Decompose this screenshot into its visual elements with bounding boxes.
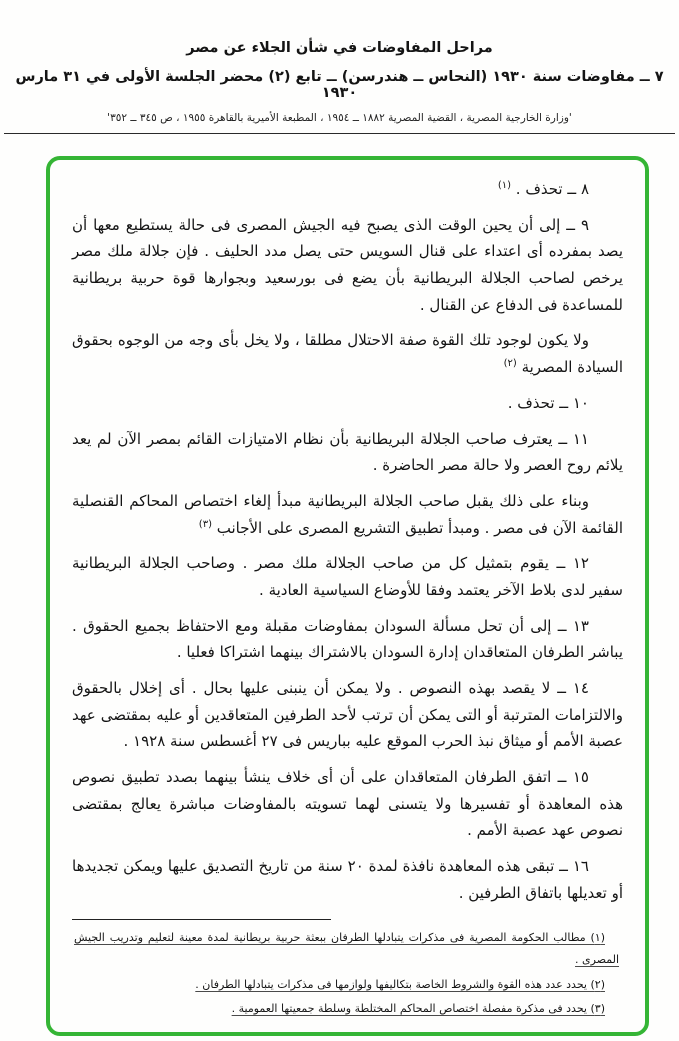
clause-text: ١٥ ــ اتفق الطرفان المتعاقدان على أن أى خلاف ينشأ بينهما بصدد تطبيق نصوص هذه المعاهدة أو تفسيرها ولا يتسنى لهما تسويته بالمفاوضات مباشرة يعالج بمقتضى نصوص عهد عصبة الأمم . — [72, 768, 623, 840]
clause-text: وبناء على ذلك يقبل صاحب الجلالة البريطانية مبدأ إلغاء اختصاص المحاكم القنصلية القائمة الآن فى مصر . ومبدأ تطبيق التشريع المصرى على الأجانب — [72, 491, 623, 537]
footnote-ref-1: (١) — [497, 180, 512, 191]
footnote-divider — [72, 919, 331, 920]
clause-16 — [72, 853, 623, 906]
footnote-1: (١) مطالب الحكومة المصرية فى مذكرات يتبادلها الطرفان ببعثة حربية بريطانية لمدة معينة لتعليم وتدريب الجيش المصرى . — [74, 930, 619, 967]
footnote-2: (٢) يحدد عدد هذه القوة والشروط الخاصة بتكاليفها ولوازمها فى مذكرات يتبادلها الطرفان . — [195, 977, 605, 991]
clause-12 — [72, 550, 623, 603]
clause-10 — [72, 390, 623, 417]
footnote-3: (٣) يحدد فى مذكرة مفصلة اختصاص المحاكم المختلطة وسلطة جمعيتها العمومية . — [231, 1002, 605, 1016]
clause-9-continuation — [72, 327, 623, 380]
clause-11 — [72, 426, 623, 479]
content-box — [46, 156, 649, 1036]
header-divider — [4, 133, 675, 134]
page-title: مراحل المفاوضات في شأن الجلاء عن مصر — [186, 40, 493, 56]
clause-text: ١٠ ــ تحذف . — [507, 393, 589, 412]
footnote-ref-2: (٢) — [503, 358, 517, 370]
clause-14 — [72, 675, 623, 755]
clause-8 — [72, 176, 623, 203]
clause-text: ١٦ ــ تبقى هذه المعاهدة نافذة لمدة ٢٠ سنة من تاريخ التصديق عليها ويمكن تجديدها أو تعديلها باتفاق الطرفين . — [72, 857, 623, 902]
clause-15 — [72, 764, 623, 844]
clause-text: ١١ ــ يعترف صاحب الجلالة البريطانية بأن نظام الامتيازات القائم بمصر الآن لم يعد يلائم روح العصر ولا حالة مصر الحاضرة . — [72, 429, 623, 475]
clause-9 — [72, 212, 623, 319]
clause-text: ١٢ ــ يقوم بتمثيل كل من صاحب الجلالة ملك مصر . وصاحب الجلالة البريطانية سفير لدى بلاط الآخر يعتمد وفقا للأوضاع السياسية العادية . — [72, 554, 623, 599]
clause-text: ١٤ ــ لا يقصد بهذه النصوص . ولا يمكن أن ينبنى عليها بحال . أى إخلال بالحقوق والالتزامات المترتبة أو التى يمكن أن ترتب لأحد الطرفين المتعاقدين أو عليه بمقتضى عهد عصبة الأمم أو ميثاق نبذ الحرب الموقع عليه بباريس فى ٢٧ أغسطس سنة ١٩٢٨ . — [72, 679, 623, 751]
clause-text: ٩ ــ إلى أن يحين الوقت الذى يصبح فيه الجيش المصرى فى حالة يستطيع معها أن يصد بمفرده أى اعتداء على قنال السويس حتى يصل مدد الحليف . فإن جلالة ملك مصر يرخص لصاحب الجلالة البريطانية بأن يضع فى بورسعيد وبجوارها قوة حربية بريطانية للمساعدة فى الدفاع عن القنال . — [72, 215, 623, 314]
footnote-ref-3: (٣) — [198, 518, 212, 530]
document-header — [0, 0, 679, 124]
clause-11-continuation — [72, 488, 623, 541]
clause-13 — [72, 613, 623, 666]
clause-text: ٨ ــ تحذف . — [511, 180, 589, 198]
page-subtitle: ٧ ــ مفاوضات سنة ١٩٣٠ (النحاس ــ هندرسن) ــ تابع (٢) محضر الجلسة الأولى في ٣١ مارس ١٩٣٠ — [15, 69, 664, 101]
footnotes-section — [72, 927, 623, 1021]
source-citation: 'وزارة الخارجية المصرية ، القضية المصرية ١٨٨٢ ــ ١٩٥٤ ، المطبعة الأميرية بالقاهرة ١٩٥٥ ، ص ٣٤٥ ــ ٣٥٢' — [107, 112, 572, 124]
clause-text: ولا يكون لوجود تلك القوة صفة الاحتلال مطلقا ، ولا يخل بأى وجه من الوجوه بحقوق السيادة المصرية — [72, 331, 623, 377]
clause-text: ١٣ ــ إلى أن تحل مسألة السودان بمفاوضات مقبلة ومع الاحتفاظ بجميع الحقوق . يباشر الطرفان المتعاقدان إدارة السودان بالاشتراك بينهما اشتراكا فعليا . — [72, 616, 623, 662]
